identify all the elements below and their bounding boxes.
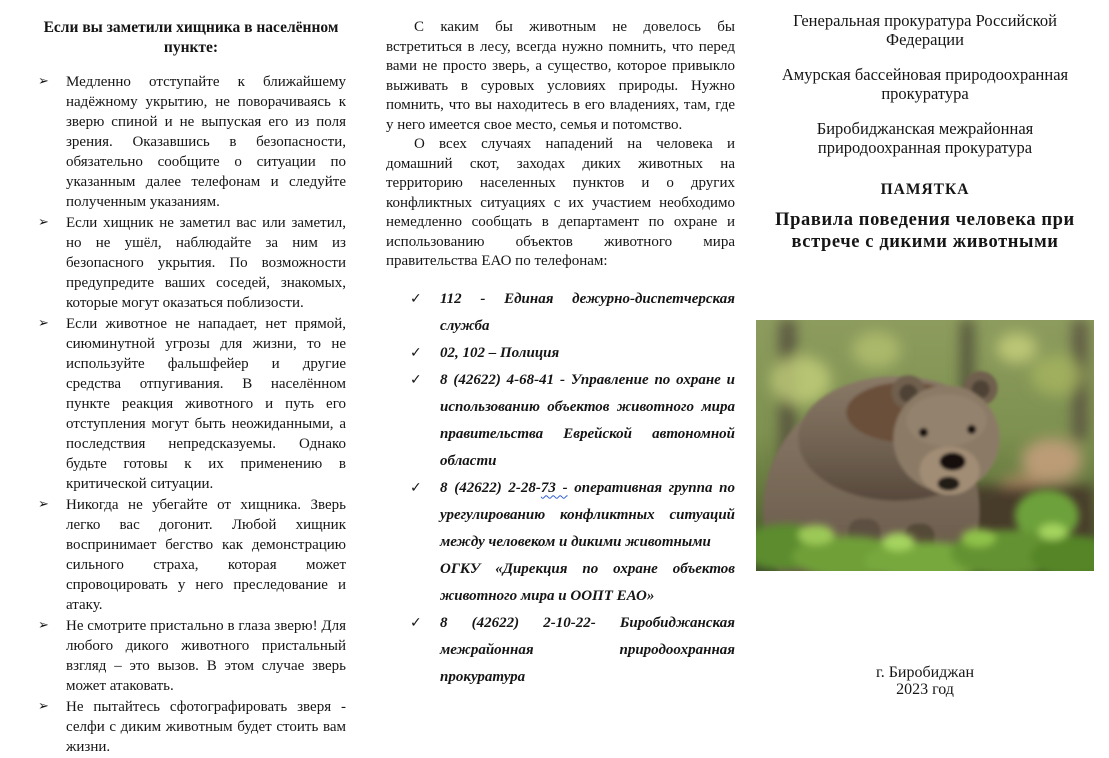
list-item-text: Медленно отступайте к ближайшему надёжному укрытию, не поворачиваясь к зверю спиной и не выпуская его из поля зрения. Оказавшись в безопасности, обязательно сообщите о ситуации по указанным далее телефонам и следуйте полученным указаниям.: [66, 74, 346, 210]
left-column: [36, 18, 346, 758]
footer: [756, 664, 1094, 698]
phone-item: [410, 340, 735, 367]
arrow-bullet-icon: ➢: [38, 497, 49, 512]
phone-item-text: 8 (42622) 4-68-41 - Управление по охране и использованию объектов животного мира правительства Еврейской автономной области: [440, 371, 735, 469]
phone-item: [410, 367, 735, 475]
bear-photo-illustration: [756, 320, 1094, 571]
check-bullet-icon: ✓: [410, 290, 422, 307]
phone-item-text: [440, 480, 735, 610]
phone-item-subline: ОГКУ «Дирекция по охране объектов животного мира и ООПТ ЕАО»: [440, 560, 735, 604]
arrow-bullet-icon: ➢: [38, 215, 49, 230]
middle-column: [386, 18, 735, 691]
phone-item: [410, 286, 735, 340]
check-bullet-icon: ✓: [410, 614, 422, 631]
bear-photo: [756, 320, 1094, 571]
safety-rules-list: [36, 72, 346, 757]
list-item-text: Не смотрите пристально в глаза зверю! Для любого дикого животного пристальный взгляд – это вызов. В этом случае зверь может атаковать.: [66, 618, 346, 694]
phone-item: [410, 610, 735, 691]
footer-city: г. Биробиджан: [875, 664, 975, 681]
arrow-bullet-icon: ➢: [38, 74, 49, 89]
phone-item: [410, 475, 735, 610]
phone-item-text: 8 (42622) 2-10-22- Биробиджанская межрайонная природоохранная прокуратура: [440, 614, 735, 685]
arrow-bullet-icon: ➢: [38, 316, 49, 331]
list-item: [36, 213, 346, 313]
left-column-heading: Если вы заметили хищника в населённом пункте:: [43, 19, 339, 56]
list-item: [36, 495, 346, 615]
footer-year: 2023 год: [896, 681, 954, 698]
arrow-bullet-icon: ➢: [38, 699, 49, 714]
page-title: Правила поведения человека при встрече с дикими животными: [775, 210, 1075, 252]
phone-item-text: 112 - Единая дежурно-диспетчерская служба: [440, 290, 735, 334]
phone-item-description: оперативная группа по урегулированию конфликтных ситуаций между человеком и дикими животными: [440, 479, 735, 550]
list-item-text: Если хищник не заметил вас или заметил, но не ушёл, наблюдайте за ним из безопасного укрытия. По возможности предупредите ваших соседей, знакомых, которые могут оказаться поблизости.: [66, 215, 346, 311]
check-bullet-icon: ✓: [410, 479, 422, 496]
check-bullet-icon: ✓: [410, 371, 422, 388]
right-column: [756, 11, 1094, 698]
phone-item-text: 02, 102 – Полиция: [440, 344, 560, 361]
list-item-text: Не пытайтесь сфотографировать зверя - селфи с диким животным будет стоить вам жизни.: [66, 699, 346, 755]
memo-label: ПАМЯТКА: [880, 181, 970, 198]
list-item: [36, 314, 346, 494]
list-item: [36, 72, 346, 212]
phone-number: 8 (42622) 2-28-: [440, 479, 541, 496]
list-item: [36, 697, 346, 757]
list-item-text: Никогда не убегайте от хищника. Зверь легко вас догонит. Любой хищник воспринимает бегство как демонстрацию сильного страха, которая может спровоцировать у него преследование и атаку.: [66, 497, 346, 613]
intro-paragraph: С каким бы животным не довелось бы встретиться в лесу, всегда нужно помнить, что перед вами не просто зверь, а существо, которое привыкло выживать в суровых условиях природы. Нужно помнить, что вы находитесь в его владениях, там, где у него имеется свое место, семья и потомство.: [386, 19, 735, 133]
arrow-bullet-icon: ➢: [38, 618, 49, 633]
org-name-general-prosecutor: Генеральная прокуратура Российской Федерации: [793, 11, 1057, 49]
list-item-text: Если животное не нападает, нет прямой, сиюминутной угрозы для жизни, то не используйте фальшфейер и другие средства отпугивания. В населённом пункте реакция животного и путь его отступления могут быть неожиданными, а последствия непредсказуемы. Однако будьте готовы к их применению в критической ситуации.: [66, 316, 346, 492]
org-name-birobidzhan-prosecutor: Биробиджанская межрайонная природоохранная прокуратура: [816, 119, 1034, 157]
org-name-amur-prosecutor: Амурская бассейновая природоохранная прокуратура: [781, 65, 1069, 103]
list-item: [36, 616, 346, 696]
report-paragraph: О всех случаях нападений на человека и домашний скот, заходах диких животных на территорию населенных пунктов и о других конфликтных ситуациях с их участием необходимо немедленно сообщать в департамент по охране и использованию объектов животного мира правительства ЕАО по телефонам:: [386, 136, 735, 269]
check-bullet-icon: ✓: [410, 344, 422, 361]
spellcheck-underlined-text: 73 -: [540, 479, 568, 496]
phone-list: [410, 286, 735, 691]
